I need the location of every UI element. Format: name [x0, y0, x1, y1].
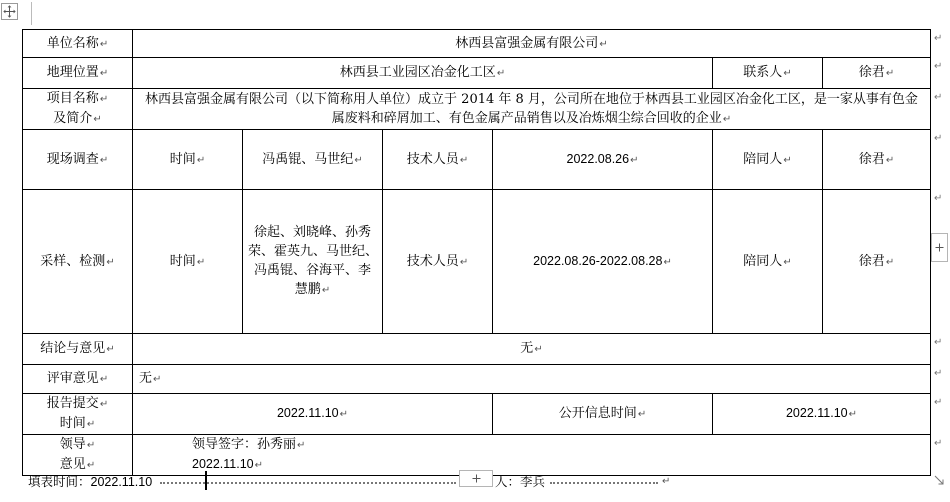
conclusion-label: 结论与意见↵: [40, 341, 115, 356]
sampling-staff-line: 冯禹锟、谷海平、李: [253, 263, 371, 278]
text-cursor: [205, 471, 207, 490]
paragraph-mark: ↵: [459, 256, 469, 268]
row-end-cell: [931, 334, 949, 365]
site-survey-label: 现场调查↵: [46, 151, 109, 167]
row-end-mark: ↵: [934, 396, 943, 408]
leader-opinion-cell[interactable]: [133, 435, 931, 476]
row-end-cell: [931, 130, 949, 190]
row-end-mark: ↵: [934, 336, 943, 348]
leader-date: 2022.11.10↵: [192, 457, 264, 471]
paragraph-mark: ↵: [106, 256, 115, 268]
site-survey-escort-label-cell[interactable]: [713, 130, 823, 190]
paragraph-mark: ↵: [722, 113, 732, 125]
public-info-date-cell[interactable]: [713, 394, 931, 435]
site-survey-time-label-cell[interactable]: [133, 130, 243, 190]
sampling-staff-line: 荣、霍英九、马世纪、: [248, 244, 379, 259]
paragraph-mark: ↵: [196, 154, 206, 166]
conclusion-value-cell[interactable]: [133, 334, 931, 365]
paragraph-mark: ↵: [99, 94, 109, 105]
row-end-cell: [931, 89, 949, 130]
paragraph-mark: ↵: [153, 374, 162, 385]
sampling-escort-label-cell[interactable]: [713, 190, 823, 334]
paragraph-mark: ↵: [99, 154, 109, 166]
paragraph-mark: ↵: [459, 154, 469, 166]
row-project: [23, 89, 949, 130]
plus-icon: [935, 243, 944, 252]
row-review: [23, 365, 949, 394]
paragraph-mark: ↵: [86, 460, 96, 471]
add-row-button[interactable]: [459, 470, 493, 487]
row-location: [23, 58, 949, 89]
row-end-cell: [931, 394, 949, 435]
paragraph-mark: ↵: [86, 419, 96, 430]
site-survey-escort: 徐君↵: [858, 151, 895, 167]
paragraph-mark: ↵: [254, 460, 264, 471]
table-move-handle[interactable]: [1, 3, 18, 20]
sampling-staff-cell[interactable]: [243, 190, 383, 334]
paragraph-mark: ↵: [354, 154, 363, 166]
contact-label-cell[interactable]: [713, 58, 823, 89]
move-icon: [3, 5, 16, 18]
site-survey-staff-cell[interactable]: [243, 130, 383, 190]
sampling-staff-line: 徐起、刘晓峰、孙秀: [253, 225, 371, 240]
review-value-cell[interactable]: [133, 365, 931, 394]
project-label-line: 项目名称↵: [46, 91, 109, 106]
conclusion-label-cell[interactable]: [23, 334, 133, 365]
sampling-time-label: 时间↵: [169, 253, 206, 269]
leader-signature: 领导签字：孙秀丽↵: [192, 437, 306, 452]
public-info-label-cell[interactable]: [493, 394, 713, 435]
fill-time: [28, 473, 152, 491]
paragraph-mark: ↵: [885, 256, 895, 268]
project-description-line: 属废料和碎屑加工、有色金属产品销售以及冶炼烟尘综合回收的企业↵: [331, 110, 732, 126]
paragraph-mark: ↵: [99, 374, 109, 385]
paragraph-mark: ↵: [662, 476, 671, 487]
paragraph-mark: ↵: [885, 154, 895, 166]
paragraph-mark: ↵: [663, 256, 672, 268]
plus-icon: [472, 474, 481, 483]
sampling-escort-label: 陪同人↵: [743, 253, 792, 269]
page-corner-mark: [31, 2, 32, 25]
paragraph-mark: ↵: [297, 440, 306, 451]
paragraph-mark: ↵: [848, 409, 858, 420]
sampling-time-label-cell[interactable]: [133, 190, 243, 334]
paragraph-mark: ↵: [106, 344, 115, 355]
site-survey-tech-label-cell[interactable]: [383, 130, 493, 190]
site-survey-escort-label: 陪同人↵: [743, 151, 792, 167]
unit-name-value: 林西县富强金属有限公司↵: [455, 35, 608, 51]
row-report: [23, 394, 949, 435]
location-value: 林西县工业园区冶金化工区↵: [339, 65, 506, 80]
paragraph-mark: ↵: [783, 256, 792, 268]
row-conclusion: [23, 334, 949, 365]
report-label-line: 时间↵: [59, 416, 96, 431]
paragraph-mark: ↵: [99, 68, 109, 79]
resize-icon: [933, 474, 946, 487]
sampling-escort: 徐君↵: [858, 253, 895, 269]
fill-time-label: 填表时间：: [28, 474, 91, 489]
add-column-button[interactable]: [931, 233, 948, 262]
row-end-mark: ↵: [934, 192, 943, 204]
paragraph-mark: ↵: [196, 256, 206, 268]
sampling-tech-label: 技术人员↵: [406, 253, 469, 269]
paragraph-mark: ↵: [637, 409, 647, 420]
report-submit-date: 2022.11.10↵: [276, 406, 349, 420]
sampling-staff-line: 慧鹏↵: [294, 282, 331, 297]
site-survey-escort-cell[interactable]: [823, 130, 931, 190]
paragraph-mark: ↵: [783, 68, 792, 79]
paragraph-mark: ↵: [99, 38, 109, 50]
site-survey-staff: 冯禹锟、马世纪↵: [262, 151, 363, 167]
project-description-line: 林西县富强金属有限公司（以下简称用人单位）成立于 2014 年 8 月，公司所在地位于林西县工业园区冶金化工区，是一家从事有色金: [145, 91, 918, 107]
public-info-date: 2022.11.10↵: [785, 406, 858, 420]
row-end-mark: ↵: [934, 91, 943, 103]
leader-label-line: 意见↵: [59, 457, 96, 472]
tab-leader-dots: [550, 482, 658, 484]
sampling-date-cell[interactable]: [493, 190, 713, 334]
paragraph-mark: ↵: [86, 440, 96, 451]
site-survey-date-cell[interactable]: [493, 130, 713, 190]
paragraph-mark: ↵: [339, 409, 349, 420]
project-label-cell[interactable]: [23, 89, 133, 130]
row-end-cell: [931, 365, 949, 394]
contact-value: 徐君↵: [858, 65, 895, 80]
site-survey-time-label: 时间↵: [169, 151, 206, 167]
conclusion-value: 无↵: [520, 341, 543, 356]
paragraph-mark: ↵: [630, 154, 639, 166]
project-label-line: 及简介↵: [53, 111, 102, 126]
paragraph-mark: ↵: [496, 68, 506, 79]
unit-name-value-cell[interactable]: [133, 30, 931, 58]
unit-name-label: 单位名称↵: [46, 35, 109, 51]
row-end-cell: [931, 435, 949, 476]
project-description-cell[interactable]: [133, 89, 931, 130]
sampling-escort-cell[interactable]: [823, 190, 931, 334]
leader-label-cell[interactable]: [23, 435, 133, 476]
review-value: 无↵: [139, 371, 162, 386]
contact-value-cell[interactable]: [823, 58, 931, 89]
report-info-table: [22, 29, 949, 476]
row-site-survey: [23, 130, 949, 190]
filler-name: 人：李兵: [495, 474, 546, 489]
row-sampling: [23, 190, 949, 334]
sampling-date: 2022.08.26-2022.08.28↵: [533, 253, 672, 268]
sampling-tech-label-cell[interactable]: [383, 190, 493, 334]
site-survey-tech-label: 技术人员↵: [406, 151, 469, 167]
row-end-mark: ↵: [934, 367, 943, 379]
report-submit-date-cell[interactable]: [133, 394, 493, 435]
unit-name-label-cell[interactable]: [23, 30, 133, 58]
row-unit-name: [23, 30, 949, 58]
leader-label-line: 领导↵: [59, 437, 96, 452]
table-resize-handle[interactable]: [933, 474, 946, 487]
fill-time-value: 2022.11.10: [90, 475, 153, 489]
report-label-cell[interactable]: [23, 394, 133, 435]
row-end-mark: ↵: [934, 32, 943, 44]
paragraph-mark: ↵: [783, 154, 792, 166]
row-end-cell: [931, 58, 949, 89]
row-end-mark: ↵: [934, 60, 943, 72]
paragraph-mark: ↵: [99, 399, 109, 410]
location-label-cell[interactable]: [23, 58, 133, 89]
site-survey-label-cell[interactable]: [23, 130, 133, 190]
row-end-cell: [931, 30, 949, 58]
row-end-mark: ↵: [934, 132, 943, 144]
paragraph-mark: ↵: [885, 68, 895, 79]
paragraph-mark: ↵: [534, 344, 543, 355]
paragraph-mark: ↵: [93, 114, 102, 125]
review-label: 评审意见↵: [46, 371, 109, 386]
sampling-label: 采样、检测↵: [40, 253, 115, 269]
report-label-line: 报告提交↵: [46, 396, 109, 411]
paragraph-mark: ↵: [321, 285, 331, 296]
location-value-cell[interactable]: [133, 58, 713, 89]
public-info-label: 公开信息时间↵: [558, 406, 647, 421]
site-survey-date: 2022.08.26↵: [566, 151, 639, 166]
paragraph-mark: ↵: [599, 38, 608, 50]
sampling-label-cell[interactable]: [23, 190, 133, 334]
location-label: 地理位置↵: [46, 65, 109, 80]
review-label-cell[interactable]: [23, 365, 133, 394]
contact-label: 联系人↵: [743, 65, 792, 80]
row-end-mark: ↵: [934, 437, 943, 449]
